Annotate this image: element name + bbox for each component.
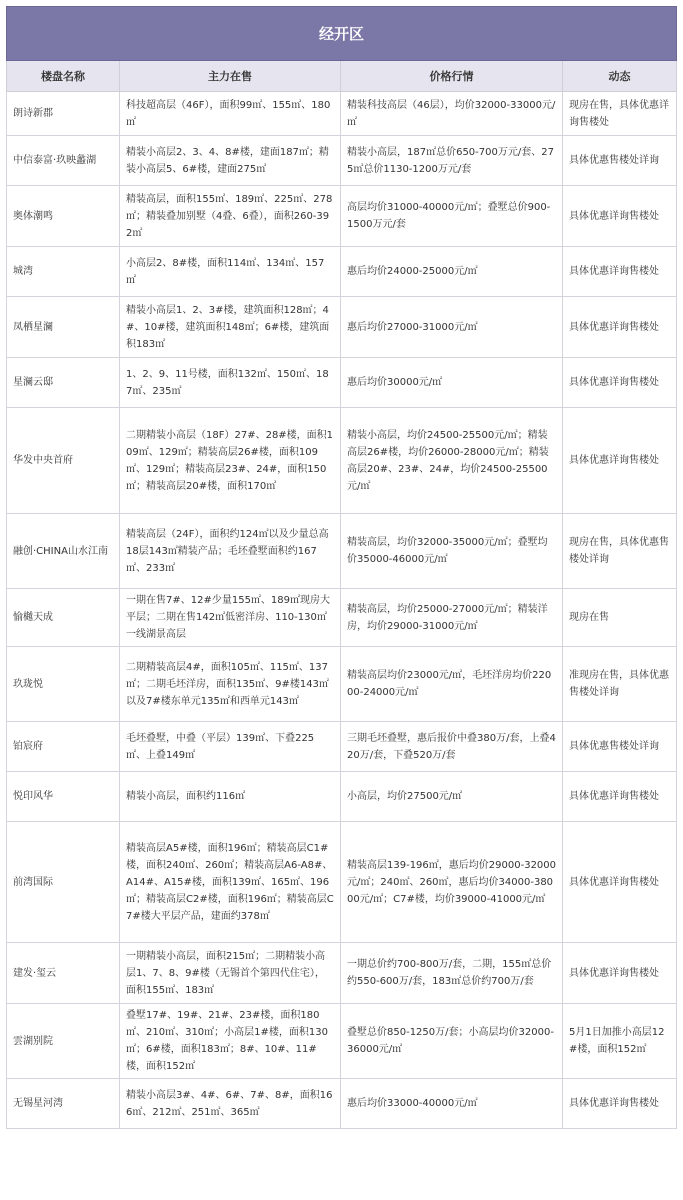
cell-supply: 精装小高层3#、4#、6#、7#、8#，面积166㎡、212㎡、251㎡、365㎡ [120, 1079, 341, 1129]
cell-supply: 精装高层A5#楼，面积196㎡；精装高层C1#楼，面积240㎡、260㎡；精装高层A6-A8#、A14#、A15#楼，面积139㎡、165㎡、196㎡；精装高层C2#楼，面积196㎡；精装高层C7#楼大平层产品，建面约378㎡ [120, 822, 341, 943]
cell-price: 三期毛坯叠墅，惠后报价中叠380万/套，上叠420万/套，下叠520万/套 [341, 722, 563, 772]
cell-status: 具体优惠详询售楼处 [563, 186, 677, 247]
table-row [7, 943, 677, 1004]
cell-price: 精装高层139-196㎡，惠后均价29000-32000元/㎡；240㎡、260㎡，惠后均价34000-38000元/㎡；C7#楼，均价39000-41000元/㎡ [341, 822, 563, 943]
cell-supply: 精装小高层，面积约116㎡ [120, 772, 341, 822]
cell-supply: 精装高层，面积155㎡、189㎡、225㎡、278㎡；精装叠加别墅（4叠、6叠），面积260-392㎡ [120, 186, 341, 247]
cell-status: 现房在售 [563, 589, 677, 647]
table-row [7, 358, 677, 408]
cell-price: 精装高层，均价25000-27000元/㎡；精装洋房，均价29000-31000元/㎡ [341, 589, 563, 647]
cell-status: 现房在售，具体优惠详询售楼处 [563, 92, 677, 136]
table-row [7, 772, 677, 822]
table-row [7, 514, 677, 589]
cell-supply: 一期在售7#、12#少量155㎡、189㎡现房大平层；二期在售142㎡低密洋房、110-130㎡一线湖景高层 [120, 589, 341, 647]
cell-name: 朗诗新郡 [7, 92, 120, 136]
cell-price: 高层均价31000-40000元/㎡；叠墅总价900-1500万元/套 [341, 186, 563, 247]
cell-name: 中信泰富·玖映蠡湖 [7, 136, 120, 186]
cell-status: 具体优惠详询售楼处 [563, 358, 677, 408]
cell-status: 现房在售，具体优惠售楼处详询 [563, 514, 677, 589]
cell-status: 具体优惠售楼处详询 [563, 136, 677, 186]
cell-status: 具体优惠详询售楼处 [563, 943, 677, 1004]
cell-name: 悦印风华 [7, 772, 120, 822]
cell-price: 精装高层，均价32000-35000元/㎡；叠墅均价35000-46000元/㎡ [341, 514, 563, 589]
cell-price: 叠墅总价850-1250万/套；小高层均价32000-36000元/㎡ [341, 1004, 563, 1079]
cell-supply: 科技超高层（46F），面积99㎡、155㎡、180㎡ [120, 92, 341, 136]
cell-supply: 精装小高层2、3、4、8#楼，建面187㎡；精装小高层5、6#楼，建面275㎡ [120, 136, 341, 186]
table-row [7, 1079, 677, 1129]
cell-supply: 小高层2、8#楼，面积114㎡、134㎡、157㎡ [120, 247, 341, 297]
cell-name: 无锡星河湾 [7, 1079, 120, 1129]
cell-supply: 叠墅17#、19#、21#、23#楼，面积180㎡、210㎡、310㎡；小高层1#楼，面积130㎡；6#楼，面积183㎡；8#、10#、11#楼，面积152㎡ [120, 1004, 341, 1079]
cell-name: 融创·CHINA山水江南 [7, 514, 120, 589]
cell-price: 一期总价约700-800万/套，二期，155㎡总价约550-600万/套，183㎡总价约700万/套 [341, 943, 563, 1004]
cell-status: 5月1日加推小高层12#楼，面积152㎡ [563, 1004, 677, 1079]
cell-status: 具体优惠售楼处详询 [563, 722, 677, 772]
header-name: 楼盘名称 [7, 61, 120, 92]
header-supply: 主力在售 [120, 61, 341, 92]
cell-supply: 二期精装高层4#，面积105㎡、115㎡、137㎡；二期毛坯洋房，面积135㎡、9#楼143㎡以及7#楼东单元135㎡和西单元143㎡ [120, 647, 341, 722]
cell-price: 精装小高层，均价24500-25500元/㎡；精装高层26#楼，均价26000-28000元/㎡；精装高层20#、23#、24#，均价24500-25500元/㎡ [341, 408, 563, 514]
table-row [7, 589, 677, 647]
table-row [7, 647, 677, 722]
header-price: 价格行情 [341, 61, 563, 92]
cell-status: 具体优惠详询售楼处 [563, 408, 677, 514]
cell-name: 雲湖别院 [7, 1004, 120, 1079]
table-row [7, 408, 677, 514]
property-table-wrapper [6, 6, 676, 1129]
cell-name: 前湾国际 [7, 822, 120, 943]
cell-name: 城湾 [7, 247, 120, 297]
cell-price: 小高层，均价27500元/㎡ [341, 772, 563, 822]
table-row [7, 247, 677, 297]
table-row [7, 722, 677, 772]
cell-supply: 1、2、9、11号楼，面积132㎡、150㎡、187㎡、235㎡ [120, 358, 341, 408]
cell-price: 惠后均价27000-31000元/㎡ [341, 297, 563, 358]
cell-name: 铂宸府 [7, 722, 120, 772]
table-row [7, 1004, 677, 1079]
header-status: 动态 [563, 61, 677, 92]
cell-status: 准现房在售，具体优惠售楼处详询 [563, 647, 677, 722]
table-row [7, 297, 677, 358]
cell-name: 建发·玺云 [7, 943, 120, 1004]
cell-price: 惠后均价33000-40000元/㎡ [341, 1079, 563, 1129]
cell-supply: 毛坯叠墅，中叠（平层）139㎡、下叠225㎡、上叠149㎡ [120, 722, 341, 772]
cell-status: 具体优惠详询售楼处 [563, 247, 677, 297]
cell-price: 精装科技高层（46层），均价32000-33000元/㎡ [341, 92, 563, 136]
cell-price: 惠后均价24000-25000元/㎡ [341, 247, 563, 297]
table-title: 经开区 [7, 7, 677, 61]
cell-price: 精装高层均价23000元/㎡，毛坯洋房均价22000-24000元/㎡ [341, 647, 563, 722]
cell-status: 具体优惠详询售楼处 [563, 1079, 677, 1129]
table-row [7, 822, 677, 943]
table-body [7, 92, 677, 1129]
cell-name: 凤栖星澜 [7, 297, 120, 358]
cell-status: 具体优惠详询售楼处 [563, 772, 677, 822]
cell-name: 星澜云邸 [7, 358, 120, 408]
cell-price: 惠后均价30000元/㎡ [341, 358, 563, 408]
cell-name: 愉樾天成 [7, 589, 120, 647]
cell-name: 华发中央首府 [7, 408, 120, 514]
header-row [7, 61, 677, 92]
table-row [7, 186, 677, 247]
cell-status: 具体优惠详询售楼处 [563, 297, 677, 358]
cell-status: 具体优惠详询售楼处 [563, 822, 677, 943]
cell-supply: 精装小高层1、2、3#楼，建筑面积128㎡；4#、10#楼，建筑面积148㎡；6#楼，建筑面积183㎡ [120, 297, 341, 358]
table-row [7, 136, 677, 186]
cell-supply: 精装高层（24F），面积约124㎡以及少量总高18层143㎡精装产品；毛坯叠墅面积约167㎡、233㎡ [120, 514, 341, 589]
cell-name: 奥体潮鸣 [7, 186, 120, 247]
cell-name: 玖珑悦 [7, 647, 120, 722]
property-table [6, 6, 677, 1129]
table-row [7, 92, 677, 136]
cell-supply: 一期精装小高层，面积215㎡；二期精装小高层1、7、8、9#楼（无锡首个第四代住宅），面积155㎡、183㎡ [120, 943, 341, 1004]
cell-supply: 二期精装小高层（18F）27#、28#楼，面积109㎡、129㎡；精装高层26#楼，面积109㎡、129㎡；精装高层23#、24#，面积150㎡；精装高层20#楼，面积170㎡ [120, 408, 341, 514]
cell-price: 精装小高层，187㎡总价650-700万元/套、275㎡总价1130-1200万元/套 [341, 136, 563, 186]
